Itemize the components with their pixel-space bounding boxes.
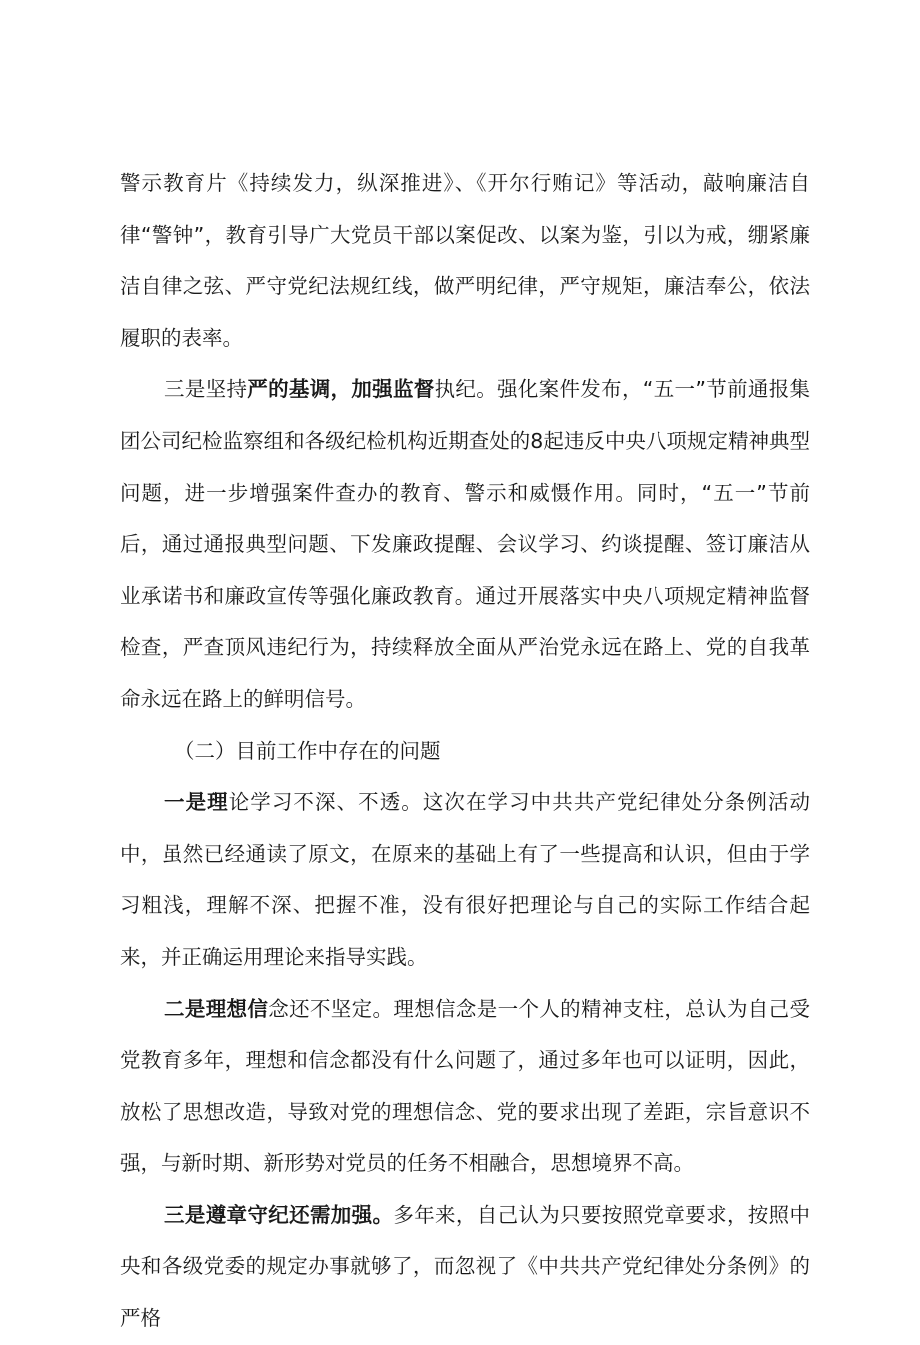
paragraph-lead: 三是遵章守纪还需加强。: [164, 1202, 394, 1227]
paragraph-text: 执纪。强化案件发布，“五一”节前通报集团公司纪检监察组和各级纪检机构近期查处的8起违反中央八项规定精神典型问题，进一步增强案件查办的教育、警示和威慑作用。同时，“五一”节前后，通过通报典型问题、下发廉政提醒、会议学习、约谈提醒、签订廉洁从业承诺书和廉政宣传等强化廉政教育。通过开展落实中央八项规定精神监督检查，严查顶风违纪行为，持续释放全面从严治党永远在路上、党的自我革命永远在路上的鲜明信号。: [120, 377, 811, 711]
paragraph-theory-study: [120, 777, 810, 983]
paragraph-lead: 二是理想信: [164, 996, 269, 1021]
paragraph-text: 念还不坚定。理想信念是一个人的精神支柱，总认为自己受党教育多年，理想和信念都没有什么问题了，通过多年也可以证明，因此，放松了思想改造，导致对党的理想信念、党的要求出现了差距，宗旨意识不强，与新时期、新形势对党员的任务不相融合，思想境界不高。: [120, 996, 810, 1176]
paragraph-ideals-beliefs: [120, 984, 810, 1190]
paragraph-text: 多年来，自己认为只要按照党章要求，按照中央和各级党委的规定办事就够了，而忽视了《中共共产党纪律处分条例》的严格: [120, 1202, 811, 1331]
section-heading-current-problems: [120, 726, 810, 778]
paragraph-warning-education: [120, 158, 810, 364]
paragraph-strict-supervision: [120, 364, 810, 725]
paragraph-lead: 一是理: [164, 790, 229, 815]
paragraph-discipline: [120, 1190, 810, 1345]
paragraph-prefix: 三是坚持: [164, 377, 248, 402]
paragraph-text: 论学习不深、不透。这次在学习中共共产党纪律处分条例活动中，虽然已经通读了原文，在原来的基础上有了一些提高和认识，但由于学习粗浅，理解不深、把握不准，没有很好把理论与自己的实际工作结合起来，并正确运用理论来指导实践。: [120, 790, 811, 969]
paragraph-lead: 严的基调，加强监督: [247, 377, 435, 402]
document-body: [120, 158, 810, 1345]
section-heading-text: （二）目前工作中存在的问题: [174, 738, 441, 763]
paragraph-text: 警示教育片《持续发力，纵深推进》、《开尔行贿记》等活动，敲响廉洁自律“警钟”，教育引导广大党员干部以案促改、以案为鉴，引以为戒，绷紧廉洁自律之弦、严守党纪法规红线，做严明纪律，严守规矩，廉洁奉公，依法履职的表率。: [120, 171, 810, 350]
